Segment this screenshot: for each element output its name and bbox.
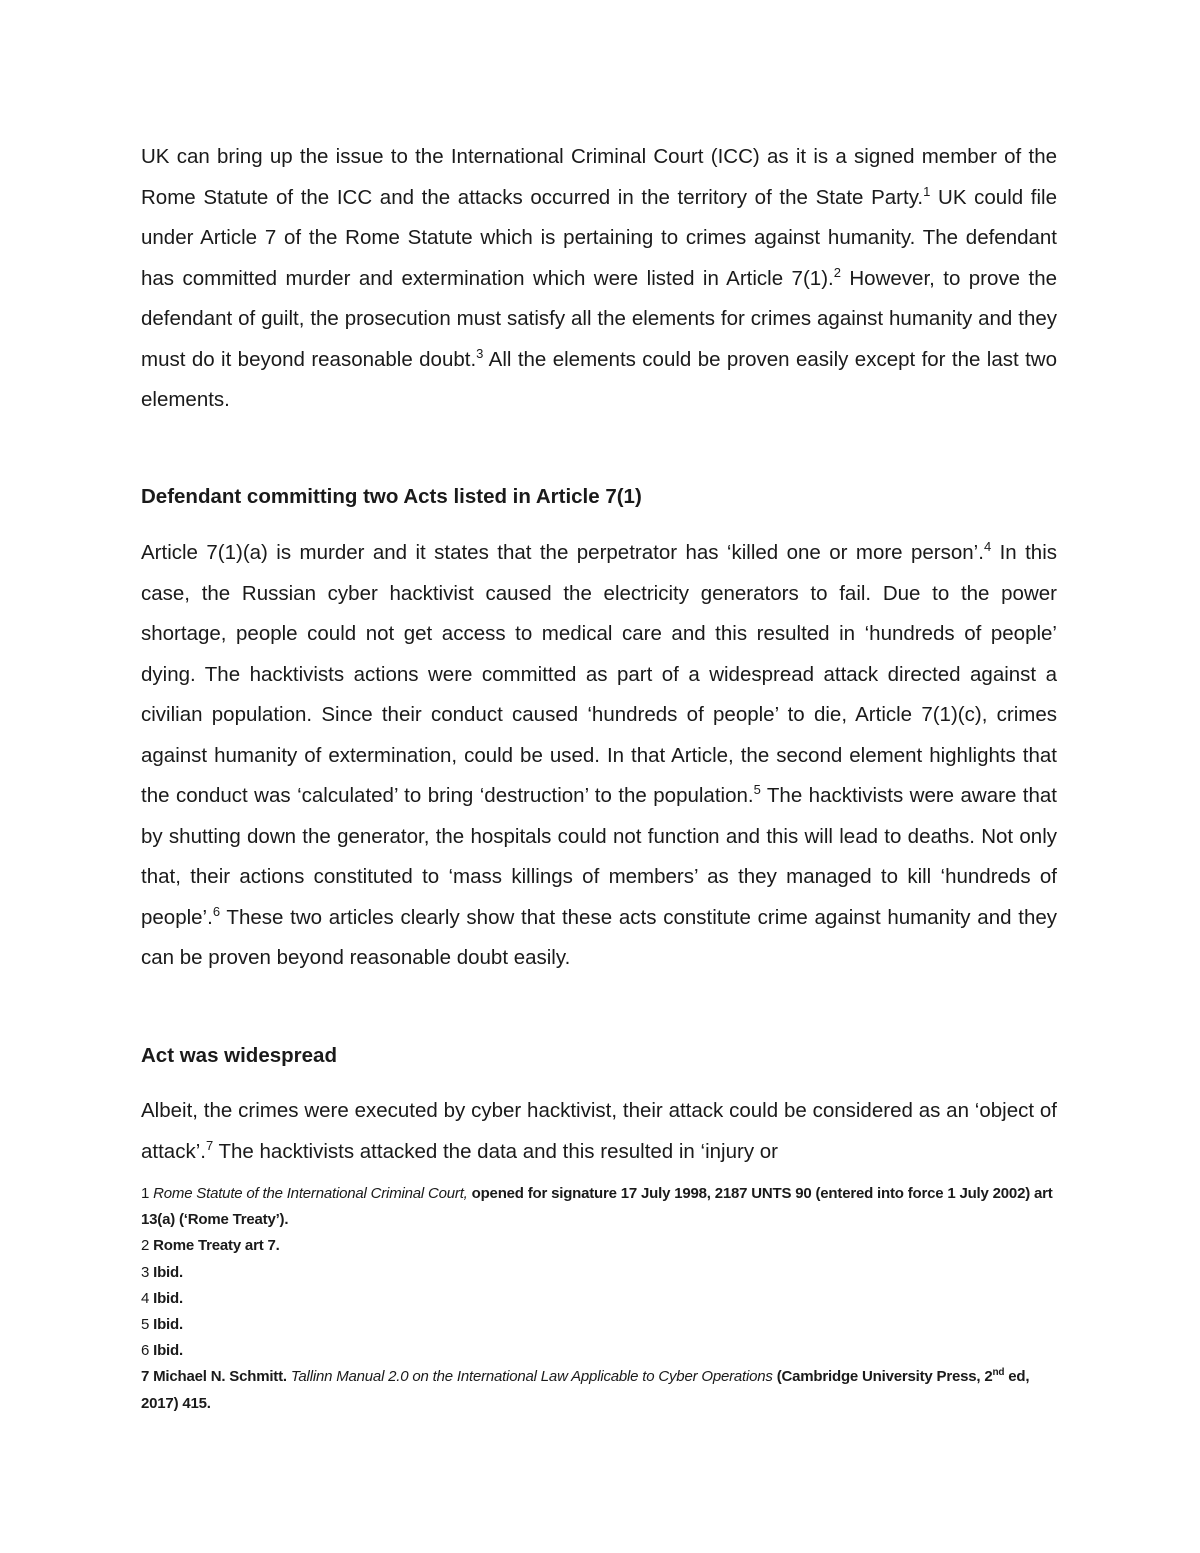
footnote-ref-5[interactable]: 5 [753, 782, 761, 798]
section-heading-widespread: Act was widespread [141, 1044, 337, 1067]
section-heading-two-acts: Defendant committing two Acts listed in Article 7(1) [141, 485, 642, 508]
footnote-ref-4[interactable]: 4 [983, 539, 992, 555]
paragraph-text: The hacktivists were aware that by shutting down the generator, the hospitals could not function and this will lead to deaths. Not only that, their actions constituted to ‘mass killings of members’ as they managed to kill ‘hundreds of people’. [141, 784, 1057, 929]
footnote-6: 6 Ibid. [141, 1342, 183, 1360]
footnote-7: 7 Michael N. Schmitt. Tallinn Manual 2.0 on the International Law Applicable to Cyber Operations (Cambridge University Press, 2nd ed, 2017) 415. [141, 1367, 1030, 1412]
paragraph-text: The hacktivists attacked the data and this resulted in ‘injury or [213, 1139, 778, 1163]
paragraph-murder-extermination [141, 533, 1057, 979]
paragraph-text: Albeit, the crimes were executed by cyber hacktivist, their attack could be considered as an ‘object of attack’. [141, 1099, 1057, 1163]
paragraph-text: Article 7(1)(a) is murder and it states that the perpetrator has ‘killed one or more person’. [141, 541, 984, 564]
footnote-ref-7[interactable]: 7 [205, 1137, 214, 1153]
paragraph-icc-jurisdiction [141, 137, 1057, 421]
paragraph-text: UK can bring up the issue to the International Criminal Court (ICC) as it is a signed member of the Rome Statute of the ICC and the attacks occurred in the territory of the State Party. [141, 145, 1057, 209]
footnote-ref-1[interactable]: 1 [923, 183, 931, 199]
footnote-ref-3[interactable]: 3 [476, 345, 484, 361]
paragraph-text: All the elements could be proven easily except for the last two elements. [141, 347, 1057, 411]
footnote-1: 1 Rome Statute of the International Criminal Court, opened for signature 17 July 1998, 2187 UNTS 90 (entered into force 1 July 2002) art 13(a) (‘Rome Treaty’). [141, 1185, 1053, 1229]
paragraph-text: However, to prove the defendant of guilt, the prosecution must satisfy all the elements for crimes against humanity and they must do it beyond reasonable doubt. [141, 266, 1057, 371]
footnote-ref-2[interactable]: 2 [833, 264, 841, 280]
paragraph-text: In this case, the Russian cyber hacktivist caused the electricity generators to fail. Due to the power shortage, people could not get access to medical care and this resulted in ‘hundreds of people’ dying. The hacktivists actions were committed as part of a widespread attack directed against a civilian population. Since their conduct caused ‘hundreds of people’ to die, Article 7(1)(c), crimes against humanity of extermination, could be used. In that Article, the second element highlights that the conduct was ‘calculated’ to bring ‘destruction’ to the population. [141, 541, 1057, 807]
footnote-2: 2 Rome Treaty art 7. [141, 1237, 280, 1255]
paragraph-object-of-attack [141, 1091, 1057, 1172]
footnote-5: 5 Ibid. [141, 1316, 183, 1334]
footnote-3: 3 Ibid. [141, 1263, 183, 1281]
footnote-4: 4 Ibid. [141, 1289, 183, 1307]
paragraph-text: UK could file under Article 7 of the Rome Statute which is pertaining to crimes against humanity. The defendant has committed murder and extermination which were listed in Article 7(1). [141, 185, 1058, 290]
paragraph-text: These two articles clearly show that these acts constitute crime against humanity and they can be proven beyond reasonable doubt easily. [141, 905, 1057, 969]
footnotes-section [141, 1181, 1057, 1417]
footnote-ref-6[interactable]: 6 [212, 903, 221, 919]
